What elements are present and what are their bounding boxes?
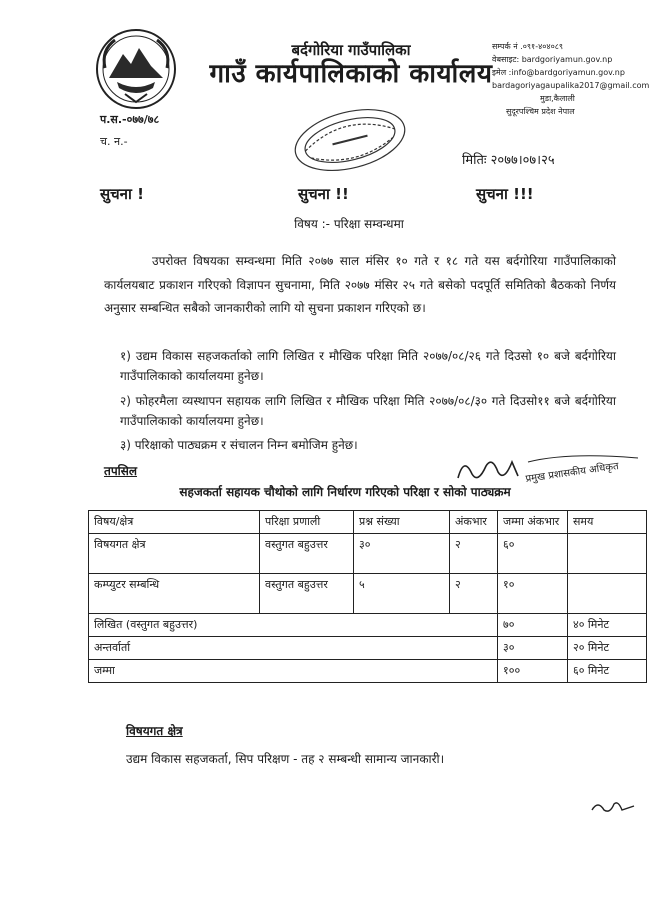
table-header-cell: परिक्षा प्रणाली [260, 511, 354, 534]
table-cell: कम्प्युटर सम्बन्धि [89, 574, 260, 614]
office-title: गाउँ कार्यपालिकाको कार्यालय [209, 59, 493, 89]
notice-label-3: सुचना !!! [476, 185, 534, 203]
table-cell [568, 534, 647, 574]
subject-line: विषय :- परिक्षा सम्वन्धमा [294, 217, 404, 231]
table-cell: ४० मिनेट [568, 614, 647, 637]
list-item-2: २) फोहरमैला व्यस्थापन सहायक लागि लिखित र मौखिक परिक्षा मिति २०७७/०८/३० गते दिउसो११ बजे बर्दगोरिया गाउँपालिकाको कार्यालयमा हुनेछ। [120, 394, 616, 428]
subject-area-content: उद्यम विकास सहजकर्ता, सिप परिक्षण - तह २ सम्बन्धी सामान्य जानकारी। [126, 752, 445, 766]
reference-number: प.स.-०७७/७८ [100, 113, 160, 126]
table-cell: अन्तर्वार्ता [89, 637, 498, 660]
table-cell: ६० मिनेट [568, 660, 647, 683]
signature-designation: प्रमुख प्रशासकीय अधिकृत [524, 461, 620, 485]
contact-block [492, 40, 662, 118]
contact-district: मुडा,कैलाली [540, 94, 575, 103]
table-header-cell: प्रश्न संख्या [354, 511, 450, 534]
table-cell: ६० [498, 534, 568, 574]
table-header-cell: विषय/क्षेत्र [89, 511, 260, 534]
table-cell: ३० [354, 534, 450, 574]
body-paragraph [104, 250, 616, 321]
table-cell: २० मिनेट [568, 637, 647, 660]
office-stamp [288, 102, 413, 177]
table-cell: ३० [498, 637, 568, 660]
exam-table [88, 510, 647, 683]
table-cell: २ [450, 534, 498, 574]
contact-email-alt: bardagoriyagaupalika2017@gmail.com [492, 81, 650, 90]
table-header-row [89, 511, 647, 534]
footer-initials [590, 798, 636, 816]
list-item-3: ३) परिक्षाको पाठ्यक्रम र संचालन निम्न बमोजिम हुनेछ। [120, 438, 358, 452]
tapsil-label: तपसिल [104, 464, 138, 478]
body-paragraph-text: उपरोक्त विषयका सम्वन्धमा मिति २०७७ साल मंसिर १० गते र १८ गते यस बर्दगोरिया गाउँपालिकाको कार्यलयबाट प्रकाशन गरिएको विज्ञापन सुचनामा, मिति २०७७ मंसिर २५ गते बसेको पदपूर्ति समितिको बैठकको निर्णय अनुसार सम्बन्धित सबैको जानकारीको लागि यो सुचना प्रकाशन गरिएको छ। [104, 254, 616, 315]
contact-email: इमेल :info@bardgoriyamun.gov.np [492, 68, 625, 77]
contact-website: वेबसाइट: bardgoriyamun.gov.np [492, 55, 613, 64]
list-item-1: १) उद्यम विकास सहजकर्ताको लागि लिखित र मौखिक परिक्षा मिति २०७७/०८/२६ गते दिउसो १० बजे बर्दगोरिया गाउँपालिकाको कार्यालयमा हुनेछ। [120, 349, 616, 383]
table-header-cell: समय [568, 511, 647, 534]
table-cell: लिखित (वस्तुगत बहुउत्तर) [89, 614, 498, 637]
table-summary-row [89, 660, 647, 683]
table-cell: जम्मा [89, 660, 498, 683]
table-header-cell: जम्मा अंकभार [498, 511, 568, 534]
subject-area-heading: विषयगत क्षेत्र [126, 724, 183, 738]
table-row [89, 574, 647, 614]
table-cell: १०० [498, 660, 568, 683]
table-cell: ७० [498, 614, 568, 637]
org-name: बर्दगोरिया गाउँपालिका [291, 41, 411, 59]
table-cell: ५ [354, 574, 450, 614]
table-cell: २ [450, 574, 498, 614]
letter-date: मितिः २०७७।०७।२५ [462, 153, 555, 168]
table-summary-row [89, 614, 647, 637]
notice-label-1: सुचना ! [100, 185, 144, 203]
table-title: सहजकर्ता सहायक चौथोको लागि निर्धारण गरिएको परिक्षा र सोको पाठ्यक्रम [179, 485, 511, 499]
table-cell: वस्तुगत बहुउत्तर [260, 574, 354, 614]
contact-province: सुदूरपश्चिम प्रदेश नेपाल [506, 107, 575, 116]
table-cell [568, 574, 647, 614]
table-cell: विषयगत क्षेत्र [89, 534, 260, 574]
table-cell: १० [498, 574, 568, 614]
contact-phone: सम्पर्क नं .०९१-४०४०८९ [492, 42, 564, 51]
table-cell: वस्तुगत बहुउत्तर [260, 534, 354, 574]
table-summary-row [89, 637, 647, 660]
dispatch-number: च. न.- [100, 135, 128, 148]
notice-label-2: सुचना !! [298, 185, 349, 203]
table-row [89, 534, 647, 574]
table-header-cell: अंकभार [450, 511, 498, 534]
